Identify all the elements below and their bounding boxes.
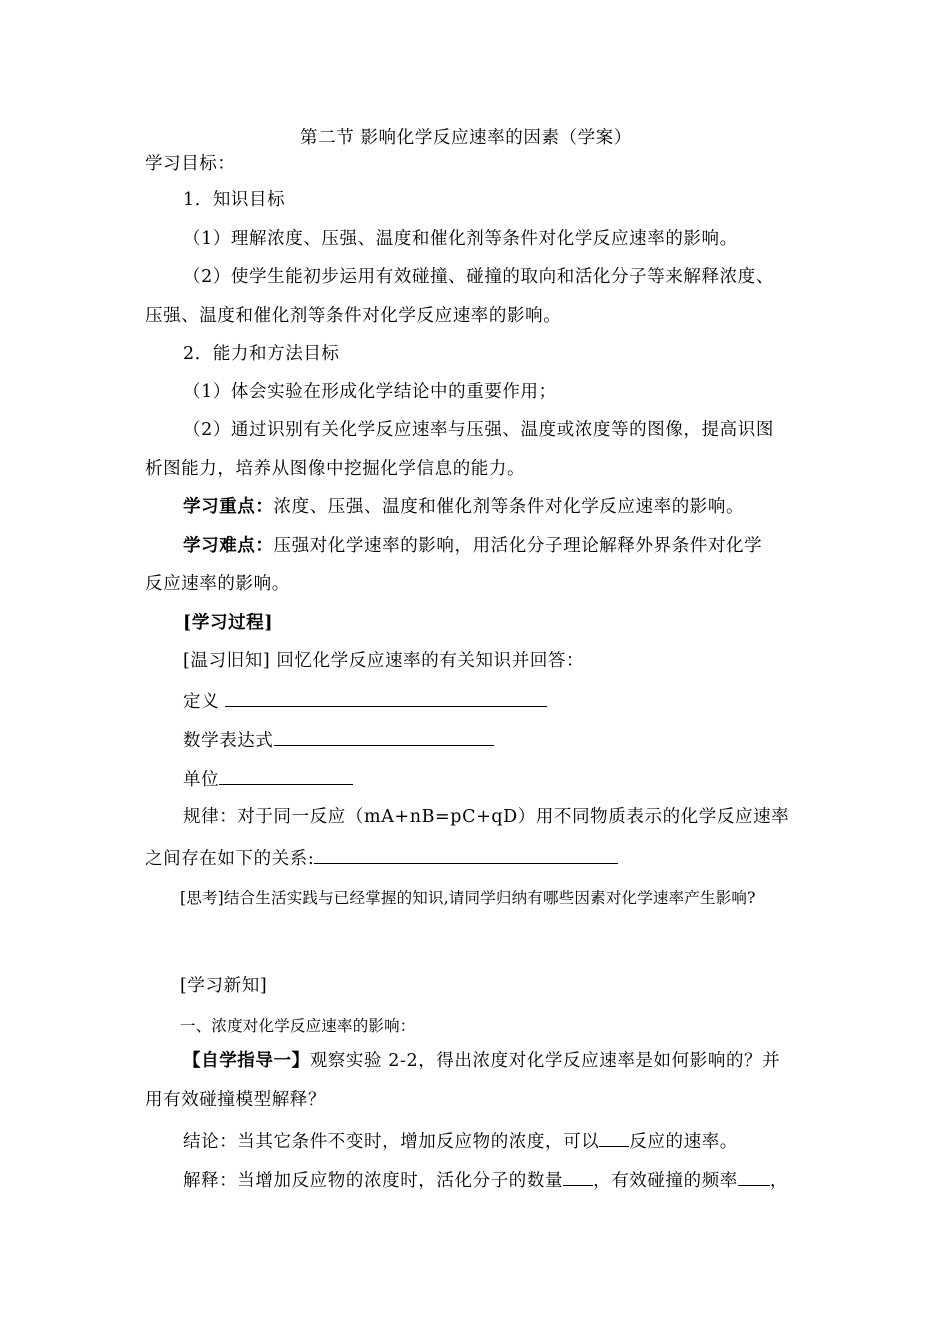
collision-frequency-blank[interactable] (738, 1168, 770, 1186)
self-study-guide (183, 1050, 780, 1072)
molecule-count-blank[interactable] (563, 1168, 593, 1186)
knowledge-objective-item-1: （1）理解浓度、压强、温度和催化剂等条件对化学反应速率的影响。 (183, 229, 738, 249)
rule-row (145, 846, 618, 870)
explanation-text-pre: 解释：当增加反应物的浓度时，活化分子的数量 (183, 1171, 564, 1191)
formula-label: 数学表达式 (183, 731, 274, 751)
key-point-text: 浓度、压强、温度和催化剂等条件对化学反应速率的影响。 (273, 497, 745, 517)
rule-blank[interactable] (314, 846, 618, 864)
key-point-label: 学习重点： (183, 497, 274, 517)
guide-line-1: 观察实验 2-2，得出浓度对化学反应速率是如何影响的？并 (309, 1051, 781, 1071)
key-point (183, 496, 744, 518)
explanation-text-post: ， (769, 1171, 789, 1191)
section-1-heading: 一、浓度对化学反应速率的影响： (180, 1017, 416, 1035)
process-heading: [学习过程] (183, 613, 274, 633)
unit-row (183, 767, 353, 791)
unit-label: 单位 (183, 770, 220, 790)
guide-line-2: 用有效碰撞模型解释？ (145, 1090, 326, 1110)
page-title: 第二节 影响化学反应速率的因素（学案） (300, 128, 632, 148)
ability-objective-item-1: （1）体会实验在形成化学结论中的重要作用； (183, 382, 557, 402)
new-knowledge-heading: [学习新知] (180, 976, 268, 996)
ability-objective-item-2-line-2: 析图能力，培养从图像中挖掘化学信息的能力。 (145, 459, 526, 479)
ability-objective-item-2-line-1: （2）通过识别有关化学反应速率与压强、温度或浓度等的图像，提高识图 (183, 420, 774, 440)
objectives-heading: 学习目标： (145, 154, 236, 174)
conclusion-blank[interactable] (599, 1129, 629, 1147)
difficulty (183, 535, 762, 557)
think-prompt: [思考]结合生活实践与已经掌握的知识,请同学归纳有哪些因素对化学速率产生影响? (180, 889, 756, 907)
conclusion-text-post: 反应的速率。 (629, 1132, 738, 1152)
unit-blank[interactable] (219, 767, 353, 785)
knowledge-objective-item-2-line-2: 压强、温度和催化剂等条件对化学反应速率的影响。 (145, 306, 562, 326)
difficulty-text-line-2: 反应速率的影响。 (145, 574, 290, 594)
explanation-row (183, 1168, 788, 1192)
conclusion-text-pre: 结论：当其它条件不变时，增加反应物的浓度，可以 (183, 1132, 600, 1152)
difficulty-text-line-1: 压强对化学速率的影响，用活化分子理论解释外界条件对化学 (273, 536, 763, 556)
definition-label: 定义 (183, 692, 226, 712)
knowledge-objective-heading: 1．知识目标 (183, 190, 286, 210)
definition-row (183, 689, 547, 713)
conclusion-row (183, 1129, 738, 1153)
definition-blank[interactable] (225, 689, 547, 707)
rule-line-2: 之间存在如下的关系: (145, 849, 315, 869)
rule-line-1: 规律：对于同一反应（mA+nB=pC+qD）用不同物质表示的化学反应速率 (183, 807, 790, 827)
explanation-text-mid: ，有效碰撞的频率 (593, 1171, 738, 1191)
guide-label: 【自学指导一】 (183, 1051, 310, 1071)
difficulty-label: 学习难点： (183, 536, 274, 556)
formula-row (183, 728, 494, 752)
knowledge-objective-item-2-line-1: （2）使学生能初步运用有效碰撞、碰撞的取向和活化分子等来解释浓度、 (183, 267, 774, 287)
ability-objective-heading: 2．能力和方法目标 (183, 344, 340, 364)
formula-blank[interactable] (274, 728, 494, 746)
review-prompt: [温习旧知] 回忆化学反应速率的有关知识并回答： (183, 651, 585, 671)
